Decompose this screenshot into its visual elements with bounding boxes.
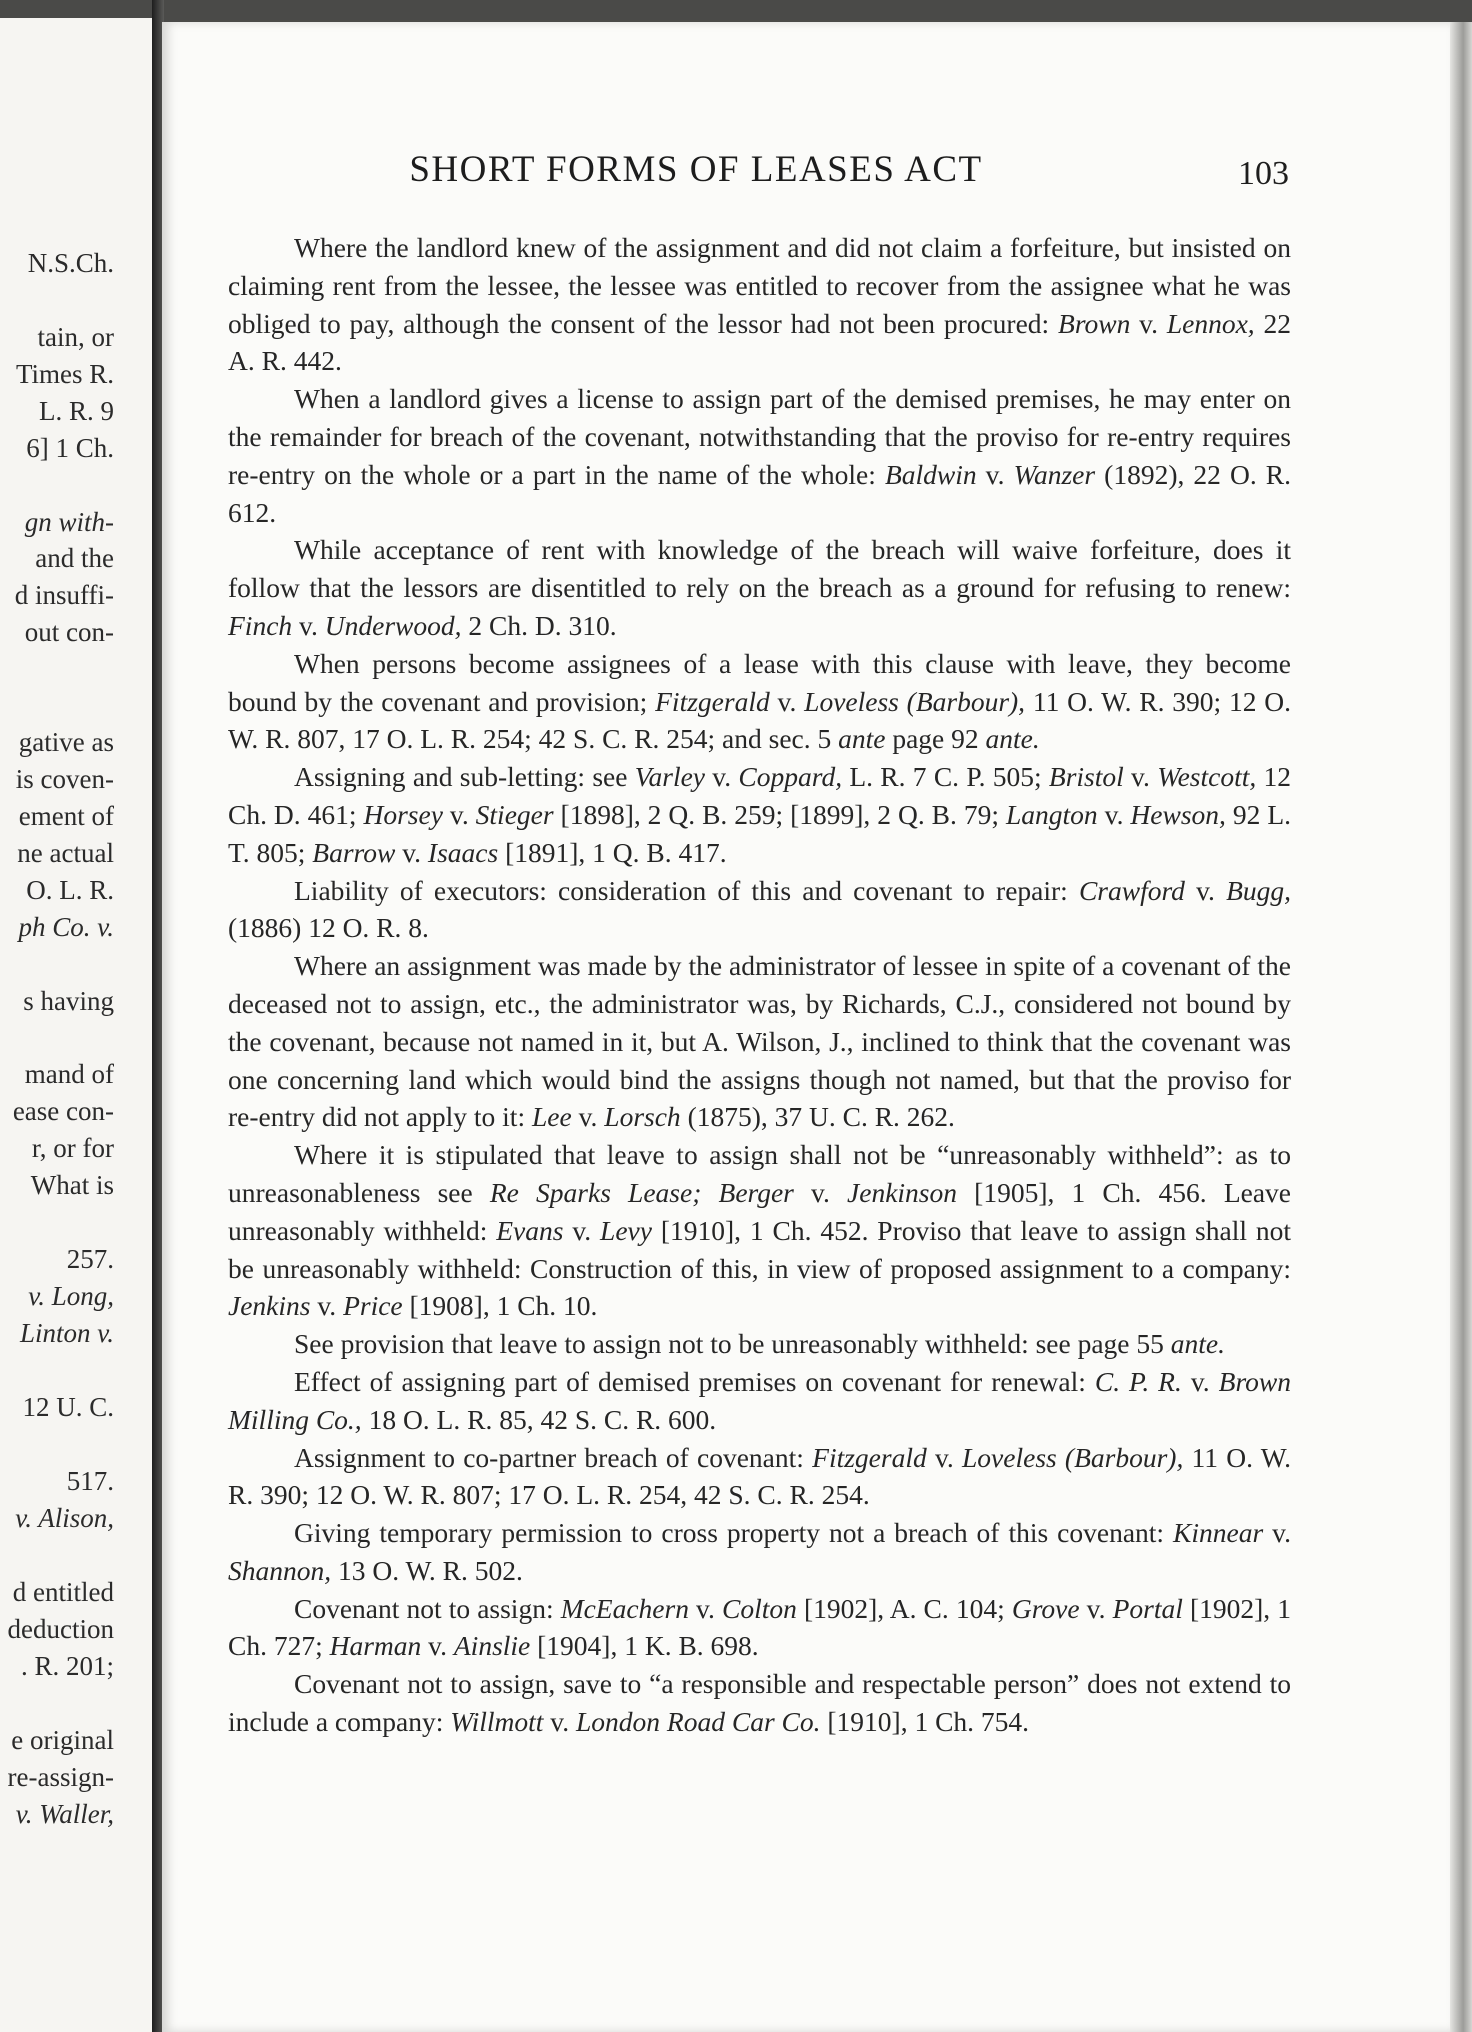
paragraph: Where an assignment was made by the administrator of lessee in spite of a covenant of the deceased not to assign, etc., the administrator was, by Richards, C.J., considered not bound by the covenant, because not named in it, but A. Wilson, J., inclined to think that the covenant was one concerning land which would bind the assigns though not named, but that the proviso for re-entry did not apply to it: Lee v. Lorsch (1875), 37 U. C. R. 262. [228,950,1291,1133]
paragraph: Effect of assigning part of demised premises on covenant for renewal: C. P. R. v. Brown Milling Co., 18 O. L. R. 85, 42 S. C. R. 600. [228,1365,1291,1435]
left-line: ne actual [17,838,114,868]
left-line: deduction [7,1614,114,1644]
paragraph: Covenant not to assign, save to “a responsible and respectable person” does not extend to include a company: Willmott v. London Road Car Co. [1910], 1 Ch. 754. [228,1668,1291,1738]
left-line: v. Alison, [15,1503,114,1533]
paragraph: Where it is stipulated that leave to assign shall not be “unreasonably withheld”: as to unreasonableness see Re Sparks Lease; Berger v. Jenkinson [1905], 1 Ch. 456. Leave unreasonably withheld: Evans v. Levy [1910], 1 Ch. 452. Proviso that leave to assign shall not be unreasonably withheld: Construction of this, in view of proposed assignment to a company: Jenkins v. Price [1908], 1 Ch. 10. [228,1139,1292,1322]
left-line: mand of [24,1059,114,1089]
paragraph: Liability of executors: consideration of this and covenant to repair: Crawford v. Bugg, (1886) 12 O. R. 8. [228,874,1292,944]
left-line: tain, or [37,322,114,352]
paragraph: See provision that leave to assign not to be unreasonably withheld: see page 55 ante. [294,1328,1225,1360]
page-body [228,229,1291,1741]
left-line: out con- [24,617,114,647]
paragraph: When a landlord gives a license to assign part of the demised premises, he may enter on the remainder for breach of the covenant, notwithstanding that the proviso for re-entry requires re-entry on the whole or a part in the name of the whole: Baldwin v. Wanzer (1892), 22 O. R. 612. [228,383,1291,528]
paragraph: Assignment to co-partner breach of covenant: Fitzgerald v. Loveless (Barbour), 11 O. W. R. 390; 12 O. W. R. 807; 17 O. L. R. 254, 42 S. C. R. 254. [228,1441,1292,1511]
left-line: What is [30,1170,114,1200]
left-line: 257. [66,1244,114,1274]
left-line: L. R. 9 [38,396,114,426]
left-line: Times R. [15,359,114,389]
left-line: v. Long, [28,1281,114,1311]
left-page-fragment [0,18,155,2032]
running-head: SHORT FORMS OF LEASES ACT [409,149,983,190]
left-line: ement of [18,801,114,831]
page-number: 103 [1238,155,1289,192]
left-line: is coven- [15,764,114,794]
left-line: ease con- [12,1096,114,1126]
left-line: gn with- [24,507,114,537]
left-line: 6] 1 Ch. [26,433,114,463]
paragraph: Assigning and sub-letting: see Varley v. Coppard, L. R. 7 C. P. 505; Bristol v. Westcott, 12 Ch. D. 461; Horsey v. Stieger [1898], 2 Q. B. 259; [1899], 2 Q. B. 79; Langton v. Hewson, 92 L. T. 805; Barrow v. Isaacs [1891], 1 Q. B. 417. [228,761,1292,868]
left-line: s having [23,986,114,1016]
paragraph: Where the landlord knew of the assignment and did not claim a forfeiture, but insisted on claiming rent from the lessee, the lessee was entitled to recover from the assignee what he was obliged to pay, although the consent of the lessor had not been procured: Brown v. Lennox, 22 A. R. 442. [228,232,1292,377]
left-line: d entitled [12,1577,114,1607]
left-line: d insuffi- [14,580,114,610]
left-line: ph Co. v. [18,912,114,942]
left-line: O. L. R. [26,875,114,905]
page-edge [1450,22,1472,2032]
paragraph: When persons become assignees of a lease with this clause with leave, they become bound by the covenant and provision; Fitzgerald v. Loveless (Barbour), 11 O. W. R. 390; 12 O. W. R. 807, 17 O. L. R. 254; 42 S. C. R. 254; and sec. 5 ante page 92 ante. [228,647,1291,755]
paragraph: While acceptance of rent with knowledge of the breach will waive forfeiture, does it follow that the lessors are disentitled to rely on the breach as a ground for refusing to renew: Finch v. Underwood, 2 Ch. D. 310. [228,534,1291,641]
left-line: v. Waller, [15,1799,114,1829]
left-line: Linton v. [20,1318,114,1348]
left-line: e original [11,1725,114,1755]
paragraph: Covenant not to assign: McEachern v. Colton [1902], A. C. 104; Grove v. Portal [1902], 1 Ch. 727; Harman v. Ainslie [1904], 1 K. B. 698. [228,1592,1291,1662]
left-line: and the [35,543,114,573]
left-line: . R. 201; [20,1651,114,1681]
left-line: 12 U. C. [22,1392,114,1422]
paragraph: Giving temporary permission to cross property not a breach of this covenant: Kinnear v. Shannon, 13 O. W. R. 502. [228,1517,1291,1586]
left-line: re-assign- [7,1762,114,1792]
left-line: 517. [66,1466,114,1496]
left-line: r, or for [31,1133,114,1163]
left-line: N.S.Ch. [27,248,114,278]
left-line: gative as [18,727,114,757]
